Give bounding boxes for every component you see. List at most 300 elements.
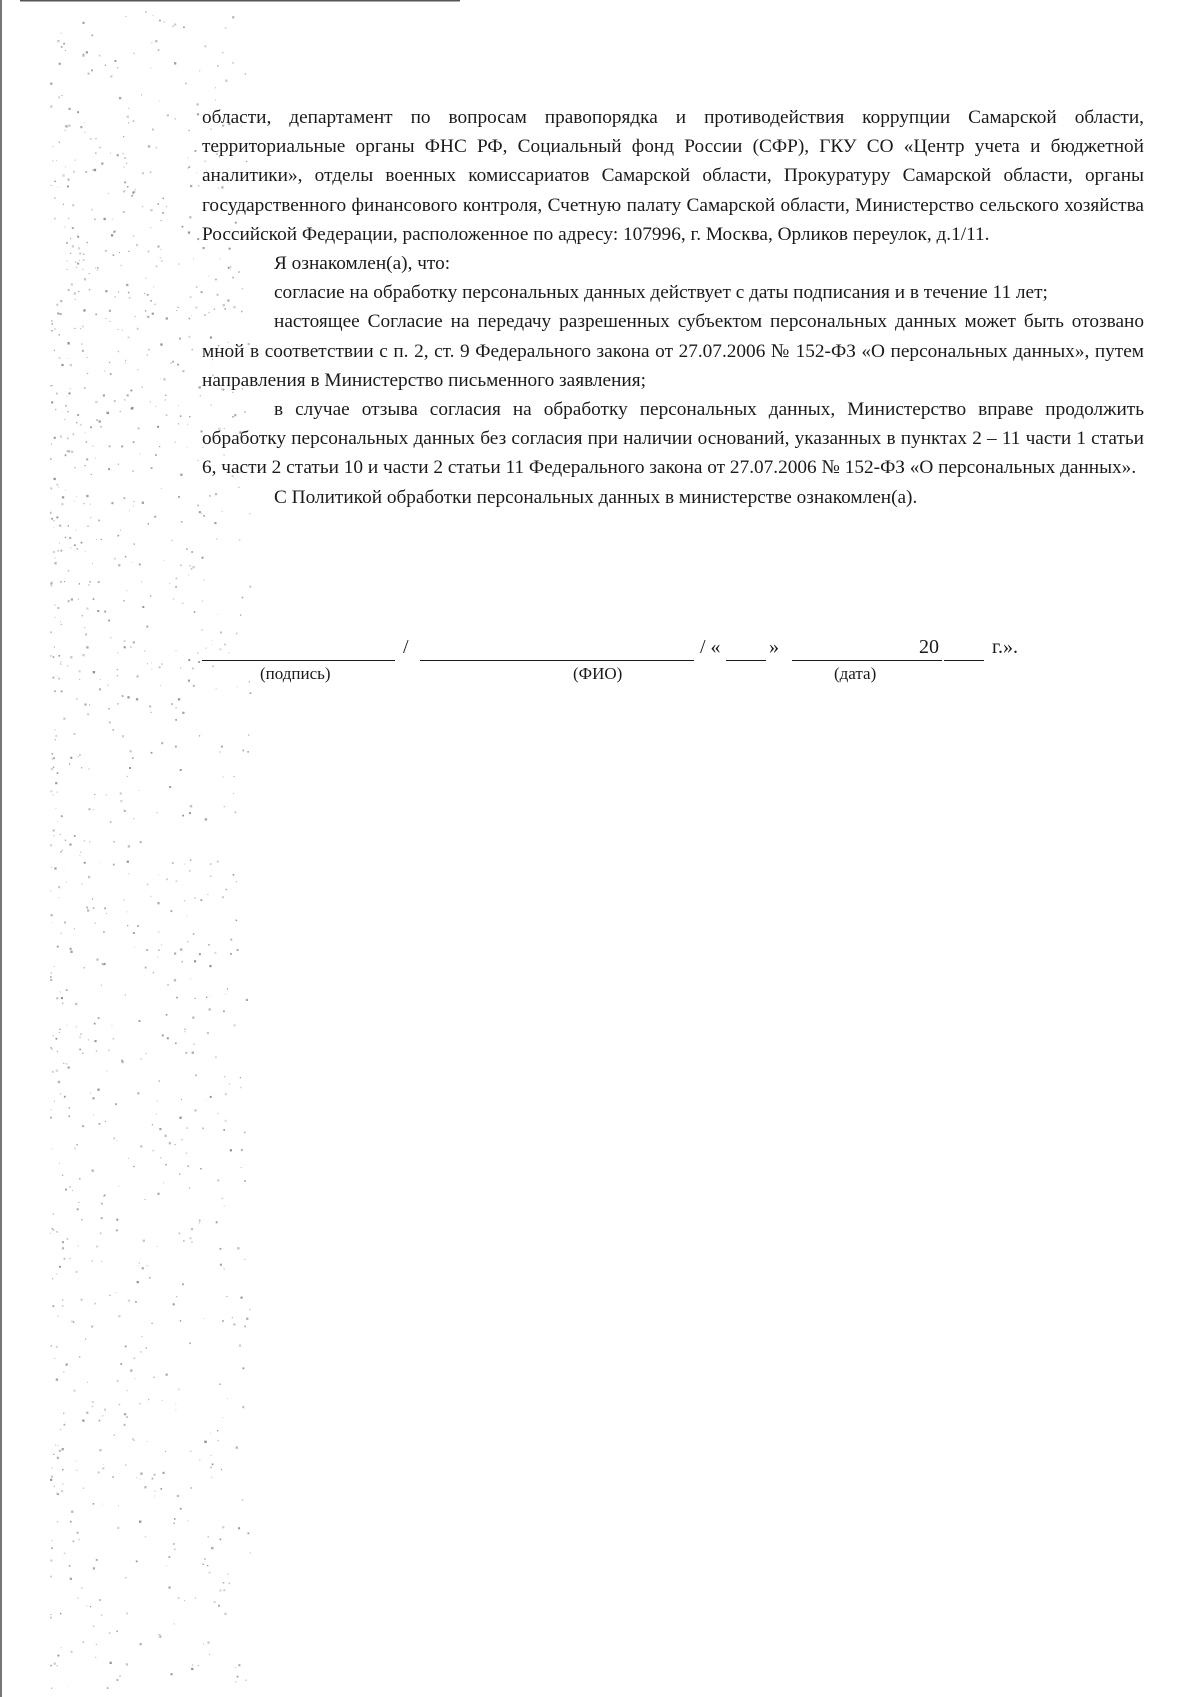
scan-speck xyxy=(167,114,169,116)
scan-speck xyxy=(209,965,211,967)
scan-speck xyxy=(77,111,79,113)
signature-slash: / xyxy=(403,636,409,658)
scan-speck xyxy=(146,949,148,951)
scan-speck xyxy=(102,1467,104,1469)
scan-speck xyxy=(210,1455,211,1456)
scan-speck xyxy=(233,62,234,63)
scan-speck xyxy=(190,185,192,187)
scan-speck xyxy=(193,933,195,935)
scan-speck xyxy=(205,818,207,820)
scan-speck xyxy=(177,364,179,366)
scan-speck xyxy=(84,122,85,123)
scan-speck xyxy=(60,1093,61,1094)
scan-speck xyxy=(160,249,161,250)
scan-speck xyxy=(50,1047,51,1048)
scan-speck xyxy=(109,1632,111,1634)
scan-speck xyxy=(52,1071,54,1073)
scan-speck xyxy=(173,1523,174,1524)
scan-speck xyxy=(176,578,178,580)
scan-speck xyxy=(60,851,62,853)
scan-speck xyxy=(53,527,54,528)
scan-speck xyxy=(114,1434,116,1436)
scan-speck xyxy=(61,690,63,692)
scan-speck xyxy=(232,16,234,18)
scan-speck xyxy=(180,769,182,771)
scan-speck xyxy=(210,1467,211,1468)
scan-speck xyxy=(74,467,75,468)
scan-speck xyxy=(242,1406,244,1408)
scan-speck xyxy=(65,840,66,841)
scan-speck xyxy=(89,581,91,583)
scan-speck xyxy=(50,1617,52,1619)
scan-speck xyxy=(106,913,107,914)
paragraph-revocation: настоящее Согласие на передачу разрешенных субъектом персональных данных может быть отозвано мной в соответствии с п. 2, ст. 9 Федерального закона от 27.07.2006 № 152-ФЗ «О персональных данных», путем направления в Министерство письменного заявления; xyxy=(202,311,1144,391)
scan-speck xyxy=(70,948,72,950)
scan-speck xyxy=(219,751,220,752)
name-blank xyxy=(420,660,694,661)
scan-speck xyxy=(161,488,162,489)
scan-speck xyxy=(236,1447,238,1449)
scan-speck xyxy=(150,595,151,596)
scan-speck xyxy=(70,1521,72,1523)
scan-speck xyxy=(240,1077,241,1078)
scan-speck xyxy=(222,1320,224,1322)
scan-speck xyxy=(224,1076,225,1077)
scan-speck xyxy=(103,1464,104,1465)
scan-speck xyxy=(56,791,58,793)
scan-speck xyxy=(135,1378,136,1379)
scan-speck xyxy=(79,1037,81,1039)
scan-speck xyxy=(159,101,160,102)
scan-speck xyxy=(54,966,55,967)
scan-speck xyxy=(57,1665,58,1666)
scan-speck xyxy=(187,157,188,158)
scan-speck xyxy=(248,734,250,736)
scan-speck xyxy=(189,565,190,566)
scan-speck xyxy=(204,1558,206,1560)
scan-speck xyxy=(161,944,162,945)
scan-speck xyxy=(149,1277,151,1279)
scan-speck xyxy=(188,659,190,661)
scan-speck xyxy=(224,1613,226,1615)
scan-speck xyxy=(64,922,66,924)
scan-speck xyxy=(142,502,144,504)
scan-speck xyxy=(86,907,88,909)
scan-speck xyxy=(204,45,206,47)
scan-speck xyxy=(55,1445,56,1446)
scan-speck xyxy=(67,342,69,344)
scan-speck xyxy=(133,1166,134,1167)
scan-speck xyxy=(187,447,188,448)
scan-speck xyxy=(71,283,73,285)
year-blank xyxy=(944,660,984,661)
scan-speck xyxy=(62,174,64,176)
scan-speck xyxy=(94,219,96,221)
paragraph-validity: согласие на обработку персональных данных действует с даты подписания и в течение 11 лет; xyxy=(274,282,1048,304)
scan-speck xyxy=(119,1404,121,1406)
scan-speck xyxy=(55,782,57,784)
scan-speck xyxy=(74,928,75,929)
scan-speck xyxy=(127,861,129,863)
scan-speck xyxy=(182,1283,184,1285)
scan-speck xyxy=(109,722,111,724)
scan-speck xyxy=(76,1026,77,1027)
scan-speck xyxy=(110,373,112,375)
scan-speck xyxy=(157,1246,158,1247)
scan-speck xyxy=(50,790,52,792)
scan-speck xyxy=(137,1281,139,1283)
scan-speck xyxy=(109,445,111,447)
scan-speck xyxy=(206,997,207,998)
scan-speck xyxy=(55,729,56,730)
scan-speck xyxy=(95,268,96,269)
scan-speck xyxy=(119,97,121,99)
scan-speck xyxy=(139,1020,141,1022)
scan-speck xyxy=(144,1486,146,1488)
scan-speck xyxy=(85,171,87,173)
scan-speck xyxy=(111,234,113,236)
scan-speck xyxy=(189,416,190,417)
scan-speck xyxy=(142,1267,144,1269)
scan-speck xyxy=(148,349,149,350)
scan-speck xyxy=(152,129,154,131)
scan-speck xyxy=(178,423,179,424)
scan-speck xyxy=(129,767,131,769)
scan-speck xyxy=(71,598,73,600)
scan-speck xyxy=(68,525,69,526)
scan-speck xyxy=(126,1663,128,1665)
scan-speck xyxy=(191,568,193,570)
scan-speck xyxy=(157,426,159,428)
scan-speck xyxy=(240,615,241,616)
scan-speck xyxy=(50,979,52,981)
scan-speck xyxy=(51,320,52,321)
scan-speck xyxy=(98,1017,100,1019)
scan-speck xyxy=(234,776,235,777)
scan-speck xyxy=(61,624,62,625)
scan-speck xyxy=(57,1051,58,1052)
scan-speck xyxy=(63,204,64,205)
scan-speck xyxy=(197,652,199,654)
scan-speck xyxy=(152,1124,153,1125)
scan-speck xyxy=(90,138,92,140)
scan-speck xyxy=(60,834,61,835)
scan-speck xyxy=(208,944,210,946)
scan-speck xyxy=(56,393,58,395)
scan-speck xyxy=(88,584,89,585)
scan-speck xyxy=(158,950,160,952)
scan-speck xyxy=(70,238,71,239)
scan-speck xyxy=(80,126,82,128)
scan-speck xyxy=(128,873,129,874)
scan-speck xyxy=(123,136,124,137)
scan-speck xyxy=(128,292,129,294)
scan-speck xyxy=(158,931,159,932)
scan-speck xyxy=(176,1296,178,1298)
scan-speck xyxy=(51,768,53,770)
scan-speck xyxy=(140,1473,142,1475)
scan-speck xyxy=(79,670,81,672)
scan-speck xyxy=(133,818,134,819)
scan-speck xyxy=(140,1643,142,1645)
scan-speck xyxy=(70,1578,72,1580)
scan-speck xyxy=(62,496,64,498)
scan-speck xyxy=(82,1420,84,1422)
scan-speck xyxy=(219,1384,221,1386)
scan-speck xyxy=(89,808,91,810)
scan-speck xyxy=(104,611,106,613)
scan-speck xyxy=(169,583,170,584)
scan-speck xyxy=(75,262,76,263)
scan-speck xyxy=(56,160,57,161)
scan-speck xyxy=(195,1598,196,1599)
scan-speck xyxy=(97,1089,99,1091)
scan-speck xyxy=(92,898,93,899)
scan-speck xyxy=(223,777,224,778)
paragraph-policy: С Политикой обработки персональных данных в министерстве ознакомлен(а). xyxy=(274,486,918,508)
scan-speck xyxy=(124,399,125,400)
scan-speck xyxy=(223,1582,225,1584)
scan-speck xyxy=(77,263,79,265)
scan-speck xyxy=(192,1665,193,1666)
scan-speck xyxy=(102,963,103,964)
scan-speck xyxy=(52,1278,53,1279)
scan-speck xyxy=(111,1025,112,1026)
scan-speck xyxy=(189,130,190,131)
scan-speck xyxy=(194,897,196,899)
scan-speck xyxy=(137,1092,139,1094)
scan-speck xyxy=(194,960,196,962)
scan-speck xyxy=(150,300,152,302)
scan-speck xyxy=(108,468,110,470)
scan-left-edge xyxy=(0,0,2,1697)
scan-speck xyxy=(95,1657,96,1658)
scan-speck xyxy=(175,1042,177,1044)
scan-speck xyxy=(152,1150,154,1152)
scan-speck xyxy=(59,543,60,544)
scan-speck xyxy=(71,1321,73,1323)
scan-speck xyxy=(82,252,83,253)
scan-speck xyxy=(93,809,94,810)
scan-speck xyxy=(50,1560,52,1562)
scan-speck xyxy=(108,193,109,194)
scan-speck xyxy=(133,1357,135,1359)
scan-speck xyxy=(129,510,130,511)
scan-speck xyxy=(166,317,168,319)
scan-speck xyxy=(74,1148,76,1150)
scan-speck xyxy=(179,1173,180,1174)
scan-speck xyxy=(226,889,227,890)
scan-speck xyxy=(65,405,67,407)
signature-blank xyxy=(202,660,395,661)
scan-speck xyxy=(209,1654,210,1655)
scan-speck xyxy=(154,516,156,518)
scan-speck xyxy=(53,551,55,553)
scan-speck xyxy=(66,989,68,991)
scan-speck xyxy=(96,959,98,961)
scan-speck xyxy=(189,1188,190,1189)
scan-speck xyxy=(127,394,129,396)
scan-speck xyxy=(118,292,119,293)
scan-speck xyxy=(68,125,70,127)
scan-speck xyxy=(51,330,53,332)
scan-speck xyxy=(238,1664,240,1666)
scan-speck xyxy=(138,1266,139,1267)
scan-speck xyxy=(120,793,122,795)
scan-speck xyxy=(114,558,116,560)
scan-speck xyxy=(66,125,68,127)
scan-speck xyxy=(68,1067,70,1069)
scan-speck xyxy=(94,1303,96,1305)
scan-speck xyxy=(151,752,153,754)
scan-speck xyxy=(241,1149,243,1151)
scan-speck xyxy=(142,606,144,608)
scan-speck xyxy=(239,1345,241,1347)
scan-speck xyxy=(50,1665,52,1667)
scan-speck xyxy=(211,1547,213,1549)
scan-speck xyxy=(175,118,177,120)
scan-speck xyxy=(52,1148,53,1149)
scan-speck xyxy=(151,68,152,69)
scan-speck xyxy=(173,1543,175,1545)
scan-speck xyxy=(62,1448,64,1450)
scan-speck xyxy=(87,526,89,528)
scan-speck xyxy=(199,1460,200,1461)
scan-speck xyxy=(127,116,129,118)
scan-speck xyxy=(80,328,81,329)
scan-speck xyxy=(217,1113,218,1114)
scan-speck xyxy=(122,695,124,697)
scan-speck xyxy=(147,316,149,318)
scan-speck xyxy=(158,203,160,205)
scan-speck xyxy=(175,1410,176,1411)
scan-speck xyxy=(209,995,210,996)
scan-speck xyxy=(221,1469,222,1470)
scan-speck xyxy=(119,1675,121,1677)
scan-speck xyxy=(106,1070,107,1071)
scan-speck xyxy=(182,603,183,604)
scan-speck xyxy=(147,884,149,886)
scan-speck xyxy=(50,844,52,846)
scan-speck xyxy=(58,550,60,552)
scan-speck xyxy=(121,1060,123,1062)
scan-speck xyxy=(191,1668,193,1670)
scan-speck xyxy=(120,800,122,802)
scan-speck xyxy=(108,1050,110,1052)
scan-speck xyxy=(190,1451,191,1452)
scan-speck xyxy=(55,409,56,410)
label-date: (дата) xyxy=(834,664,877,683)
scan-speck xyxy=(84,967,85,968)
scan-speck xyxy=(227,1574,228,1575)
scan-speck xyxy=(91,70,93,72)
scan-speck xyxy=(56,1273,57,1274)
scan-speck xyxy=(103,1195,104,1196)
scan-speck xyxy=(162,1400,163,1401)
scan-speck xyxy=(104,218,106,220)
scan-speck xyxy=(70,547,71,548)
scan-speck xyxy=(111,502,113,504)
scan-speck xyxy=(60,663,61,664)
scan-speck xyxy=(192,349,193,350)
scan-speck xyxy=(96,539,97,540)
scan-speck xyxy=(67,269,68,270)
scan-speck xyxy=(194,611,196,613)
scan-speck xyxy=(156,147,158,149)
scan-speck xyxy=(128,1300,130,1302)
scan-speck xyxy=(92,446,93,447)
scan-speck xyxy=(77,236,79,238)
scan-speck xyxy=(84,387,86,389)
scan-speck xyxy=(229,1583,231,1585)
scan-speck xyxy=(58,486,59,487)
scan-speck xyxy=(54,605,55,606)
scan-speck xyxy=(147,1441,148,1442)
scan-speck xyxy=(81,1299,83,1301)
scan-speck xyxy=(141,1336,142,1337)
scan-speck xyxy=(250,692,252,694)
scan-speck xyxy=(67,261,68,262)
scan-speck xyxy=(51,1688,52,1689)
scan-speck xyxy=(85,634,87,636)
scan-speck xyxy=(66,1025,67,1026)
scan-speck xyxy=(107,412,109,414)
scan-speck xyxy=(143,1240,145,1242)
scan-speck xyxy=(117,669,118,670)
scan-speck xyxy=(203,579,204,580)
scan-speck xyxy=(62,1469,63,1470)
scan-speck xyxy=(72,245,74,247)
scan-speck xyxy=(54,1358,55,1359)
scan-speck xyxy=(50,487,52,489)
label-signature: (подпись) xyxy=(260,664,331,683)
scan-speck xyxy=(59,655,61,657)
scan-speck xyxy=(101,162,103,164)
scan-speck xyxy=(98,1472,100,1474)
scan-speck xyxy=(54,197,56,199)
scan-speck xyxy=(123,899,124,900)
scan-speck xyxy=(220,1539,222,1541)
scan-speck xyxy=(56,997,58,999)
scan-speck xyxy=(83,259,85,261)
scan-speck xyxy=(79,260,80,261)
scan-speck xyxy=(166,1565,167,1566)
scan-speck xyxy=(176,310,177,311)
scan-speck xyxy=(122,735,124,737)
scan-speck xyxy=(163,378,165,380)
scan-speck xyxy=(180,1508,182,1510)
scan-speck xyxy=(65,50,66,51)
scan-speck xyxy=(109,1295,111,1297)
scan-speck xyxy=(63,718,65,720)
scan-speck xyxy=(215,87,216,88)
scan-speck xyxy=(246,999,248,1001)
scan-speck xyxy=(109,362,110,363)
scan-speck xyxy=(146,1347,147,1348)
scan-speck xyxy=(66,882,67,883)
scan-speck xyxy=(128,1158,129,1159)
scan-speck xyxy=(136,698,138,700)
scan-speck xyxy=(184,1600,185,1601)
scan-speck xyxy=(133,641,135,643)
scan-speck xyxy=(67,179,69,181)
scan-speck xyxy=(106,794,107,795)
scan-speck xyxy=(150,209,152,211)
scan-speck xyxy=(248,1532,250,1534)
scan-speck xyxy=(68,1686,69,1687)
scan-speck xyxy=(93,1115,94,1116)
scan-speck xyxy=(59,1032,60,1033)
